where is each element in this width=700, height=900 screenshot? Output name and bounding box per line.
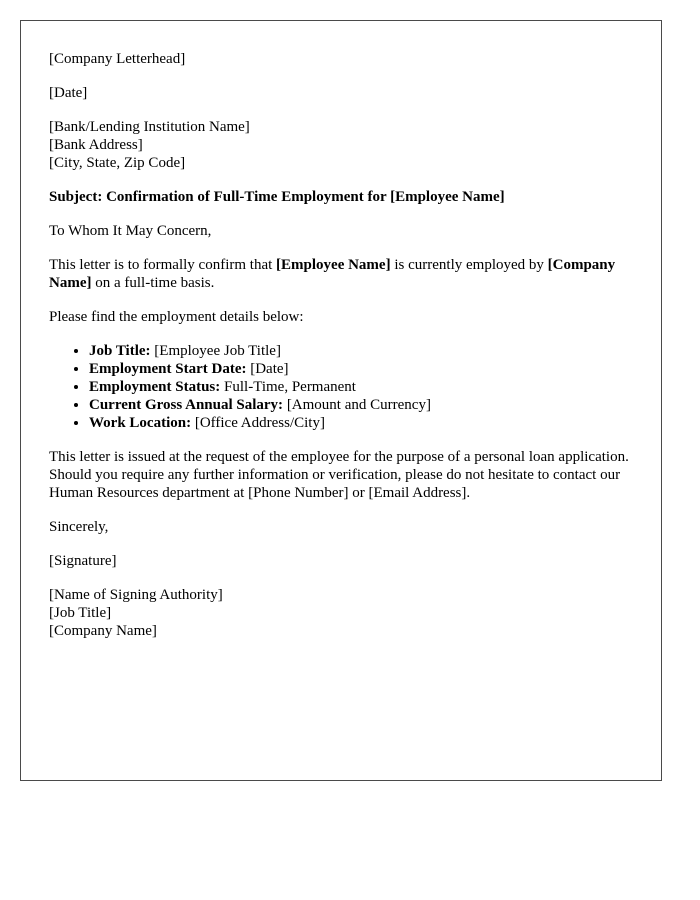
signatory-title: [Job Title] (49, 605, 112, 621)
letter-subject (49, 188, 633, 206)
detail-item-location (89, 414, 633, 432)
detail-item-start-date (89, 360, 633, 378)
letter-page (20, 20, 662, 781)
detail-value: [Employee Job Title] (150, 343, 281, 359)
detail-label: Current Gross Annual Salary: (89, 397, 284, 413)
closing-paragraph: This letter is issued at the request of the employee for the purpose of a personal loan application. Should you require any further information or verification, please do not hesitate to contact our Human Resources department at [Phone Number] or [Email Address]. (49, 449, 629, 501)
signatory-name: [Name of Signing Authority] (49, 587, 223, 603)
letter-date: [Date] (49, 85, 88, 101)
detail-label: Employment Start Date: (89, 361, 247, 377)
detail-item-job-title (89, 342, 633, 360)
intro-company-name: [Company Name] (49, 257, 616, 291)
intro-paragraph (49, 256, 633, 292)
intro-employee-name: [Employee Name] (276, 257, 391, 273)
intro-text-2: is currently employed by (390, 257, 548, 273)
company-letterhead: [Company Letterhead] (49, 51, 186, 67)
subject-text: Subject: Confirmation of Full-Time Employment for [Employee Name] (49, 189, 505, 205)
detail-label: Work Location: (89, 415, 192, 431)
employment-details-list (49, 342, 633, 432)
detail-value: [Date] (246, 361, 289, 377)
intro-text-1: This letter is to formally confirm that (49, 257, 277, 273)
detail-value: [Office Address/City] (191, 415, 325, 431)
sign-off: Sincerely, (49, 519, 109, 535)
signature-placeholder: [Signature] (49, 553, 117, 569)
salutation: To Whom It May Concern, (49, 223, 212, 239)
recipient-address: [Bank Address] (49, 137, 143, 153)
details-intro: Please find the employment details below: (49, 309, 304, 325)
detail-value: Full-Time, Permanent (220, 379, 356, 395)
detail-label: Employment Status: (89, 379, 221, 395)
detail-label: Job Title: (89, 343, 151, 359)
detail-item-salary (89, 396, 633, 414)
recipient-city: [City, State, Zip Code] (49, 155, 186, 171)
recipient-block (49, 118, 633, 172)
intro-text-3: on a full-time basis. (91, 275, 215, 291)
signatory-block (49, 586, 633, 640)
signatory-company: [Company Name] (49, 623, 157, 639)
detail-value: [Amount and Currency] (283, 397, 431, 413)
detail-item-status (89, 378, 633, 396)
recipient-name: [Bank/Lending Institution Name] (49, 119, 250, 135)
